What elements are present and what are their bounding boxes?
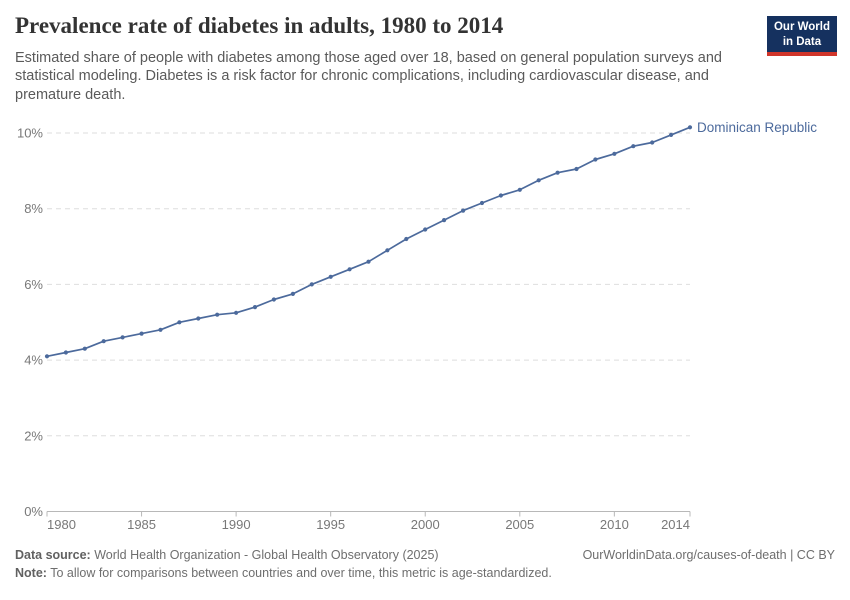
data-point-marker xyxy=(574,167,578,171)
data-source-text: World Health Organization - Global Health Observatory (2025) xyxy=(90,548,439,562)
data-point-marker xyxy=(688,125,692,129)
x-tick-label-2014: 2014 xyxy=(661,517,690,532)
data-point-marker xyxy=(650,140,654,144)
data-point-marker xyxy=(631,144,635,148)
data-point-marker xyxy=(404,237,408,241)
data-point-marker xyxy=(83,347,87,351)
note-label: Note: xyxy=(15,565,47,580)
x-tick-label-1995: 1995 xyxy=(316,517,346,532)
y-tick-label-2: 2% xyxy=(24,428,43,444)
data-point-marker xyxy=(537,178,541,182)
data-source xyxy=(15,547,439,565)
data-point-marker xyxy=(669,133,673,137)
data-point-marker xyxy=(499,193,503,197)
y-tick-label-10: 10% xyxy=(16,125,43,141)
data-point-marker xyxy=(253,305,257,309)
x-tick-label-2010: 2010 xyxy=(599,517,629,532)
note-text: To allow for comparisons between countries and over time, this metric is age-standardized. xyxy=(46,565,552,580)
series-line xyxy=(47,127,690,356)
page-title: Prevalence rate of diabetes in adults, 1980 to 2014 xyxy=(15,13,504,38)
data-point-marker xyxy=(461,209,465,213)
data-point-marker xyxy=(329,275,333,279)
x-tick-label-1990: 1990 xyxy=(221,517,251,532)
data-point-marker xyxy=(366,260,370,264)
data-point-marker xyxy=(612,152,616,156)
y-tick-label-4: 4% xyxy=(24,352,43,368)
subtitle-line: statistical modeling. Diabetes is a risk factor for chronic complications, including cardiovascular disease, and xyxy=(15,68,709,85)
subtitle-line: premature death. xyxy=(15,86,126,103)
data-point-marker xyxy=(518,188,522,192)
subtitle-line: Estimated share of people with diabetes among those aged over 18, based on general population surveys and xyxy=(15,49,722,66)
data-source-label: Data source: xyxy=(15,548,91,562)
data-point-marker xyxy=(177,320,181,324)
chart-footer xyxy=(15,547,835,582)
x-tick-label-2005: 2005 xyxy=(505,517,535,532)
data-point-marker xyxy=(442,218,446,222)
data-point-marker xyxy=(480,201,484,205)
data-point-marker xyxy=(121,335,125,339)
attribution-link[interactable]: OurWorldinData.org/causes-of-death | CC BY xyxy=(582,548,835,562)
logo-line-2: in Data xyxy=(782,35,822,48)
data-point-marker xyxy=(385,248,389,252)
data-point-marker xyxy=(64,350,68,354)
data-source-line xyxy=(15,547,835,565)
data-point-marker xyxy=(102,339,106,343)
data-point-marker xyxy=(556,171,560,175)
data-point-marker xyxy=(291,292,295,296)
logo-line-1: Our World xyxy=(773,21,830,33)
data-point-marker xyxy=(423,227,427,231)
data-point-marker xyxy=(158,328,162,332)
data-point-marker xyxy=(234,311,238,315)
y-tick-label-6: 6% xyxy=(24,276,43,292)
data-point-marker xyxy=(140,332,144,336)
series-end-label: Dominican Republic xyxy=(697,119,818,135)
data-point-marker xyxy=(196,316,200,320)
y-tick-label-0: 0% xyxy=(24,504,43,519)
y-tick-label-8: 8% xyxy=(24,201,43,217)
x-tick-label-1985: 1985 xyxy=(127,517,157,532)
x-tick-label-2000: 2000 xyxy=(410,517,440,532)
x-tick-label-1980: 1980 xyxy=(47,517,76,532)
data-point-marker xyxy=(348,267,352,271)
note-line xyxy=(15,565,835,583)
data-point-marker xyxy=(215,313,219,317)
data-point-marker xyxy=(593,157,597,161)
data-point-marker xyxy=(310,282,314,286)
data-point-marker xyxy=(272,297,276,301)
data-point-marker xyxy=(45,354,49,358)
